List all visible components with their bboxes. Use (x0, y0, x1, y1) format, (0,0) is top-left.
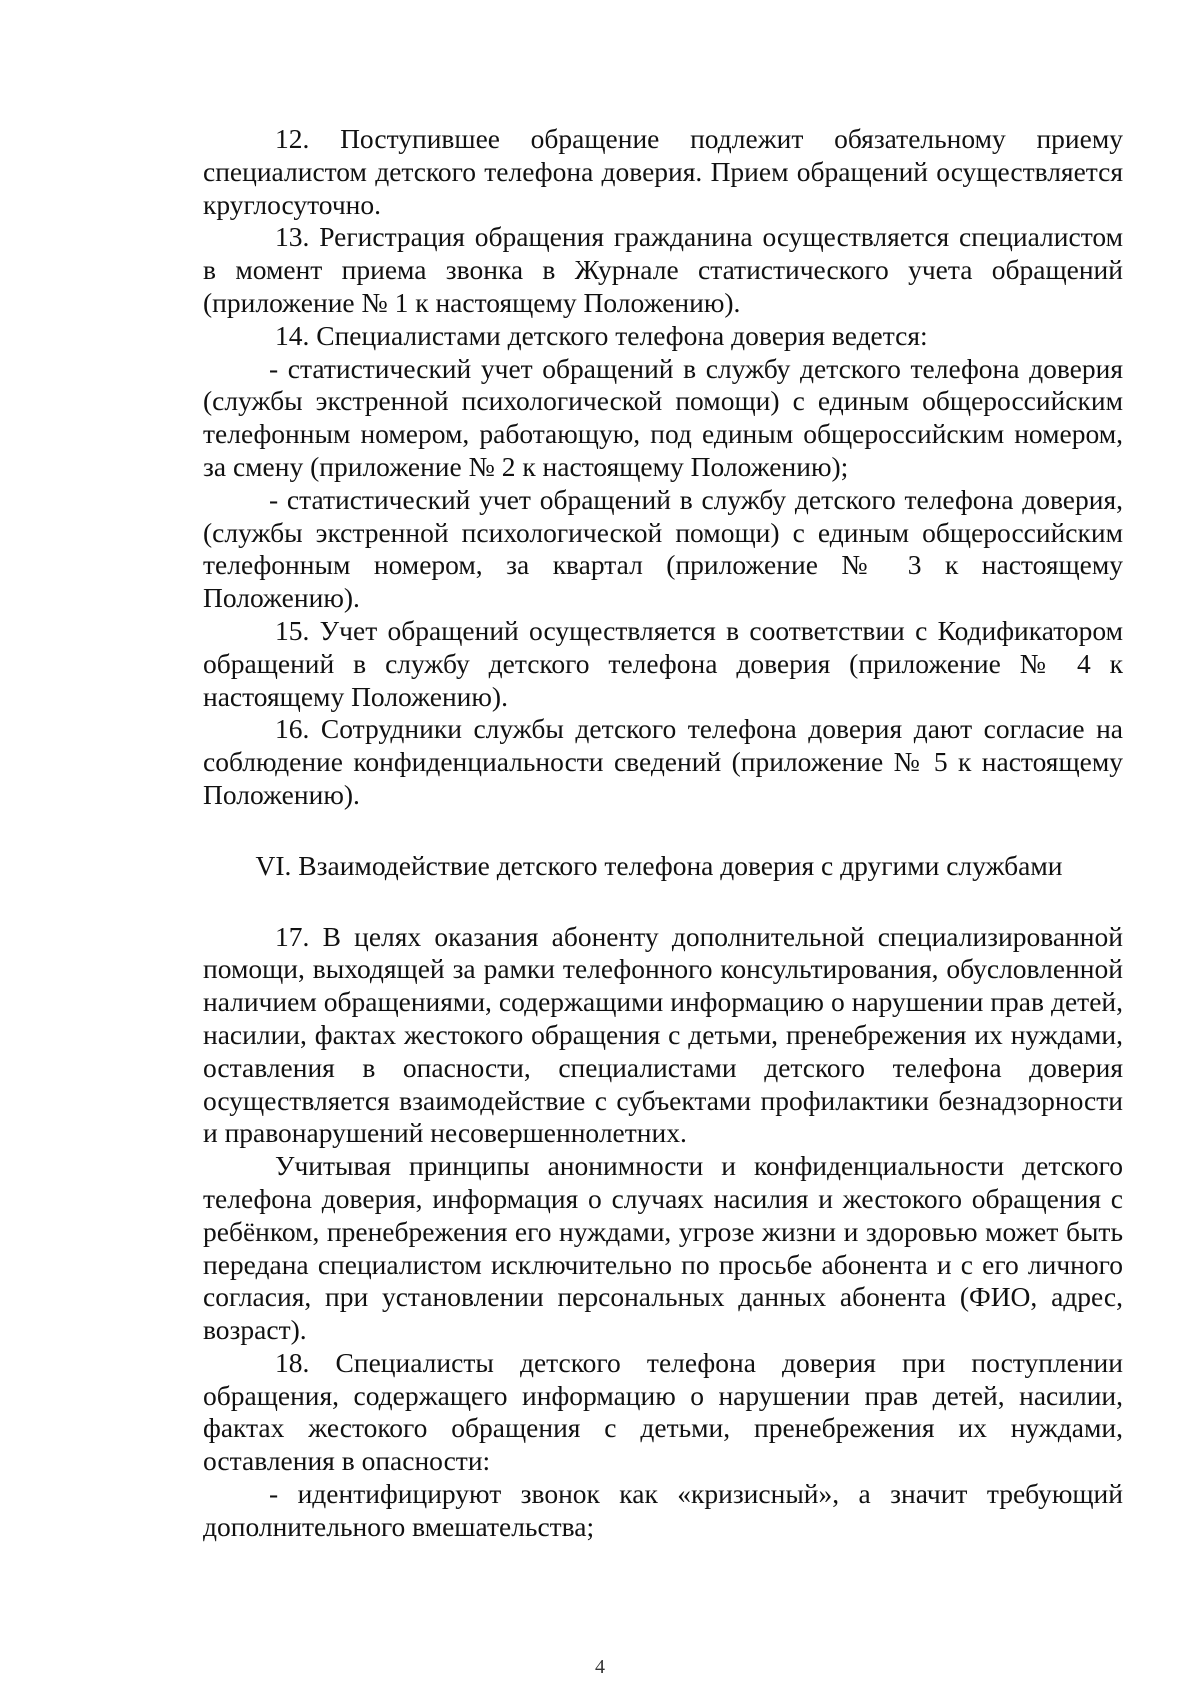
paragraph-15: 15. Учет обращений осуществляется в соответствии с Кодификатором обращений в службу детского телефона доверия (приложение № 4 к настоящему Положению). (203, 614, 1123, 712)
paragraph-14: 14. Специалистами детского телефона доверия ведется: (275, 319, 928, 351)
paragraph-16: 16. Сотрудники службы детского телефона доверия дают согласие на соблюдение конфиденциальности сведений (приложение № 5 к настоящему Положению). (203, 713, 1123, 810)
list-item-shift-accounting: - статистический учет обращений в службу детского телефона доверия (службы экстренной психологической помощи) с единым общероссийским телефонным номером, работающую, под единым общероссийским номером, за смену (приложение № 2 к настоящему Положению); (203, 352, 1123, 482)
paragraph-anonymity: Учитывая принципы анонимности и конфиденциальности детского телефона доверия, информация о случаях насилия и жестокого обращения с ребёнком, пренебрежения его нуждами, угрозе жизни и здоровью может быть передана специалистом исключительно по просьбе абонента и с его личного согласия, при установлении персональных данных абонента (ФИО, адрес, возраст). (203, 1150, 1123, 1346)
list-item-quarter-accounting: - статистический учет обращений в службу детского телефона доверия, (службы экстренной психологической помощи) с единым общероссийским телефонным номером, за квартал (приложение № 3 к настоящему Положению). (203, 483, 1123, 614)
paragraph-12: 12. Поступившее обращение подлежит обязательному приему специалистом детского телефона доверия. Прием обращений осуществляется круглосуточно. (203, 123, 1123, 220)
paragraph-17: 17. В целях оказания абоненту дополнительной специализированной помощи, выходящей за рамки телефонного консультирования, обусловленной наличием обращениями, содержащими информацию о нарушении прав детей, насилии, фактах жестокого обращения с детьми, пренебрежения их нуждами, оставления в опасности, специалистами детского телефона доверия осуществляется взаимодействие с субъектами профилактики безнадзорности и правонарушений несовершеннолетних. (203, 920, 1123, 1149)
document-body (203, 123, 1123, 1544)
section-heading: VI. Взаимодействие детского телефона доверия с другими службами (255, 849, 1063, 881)
list-item-crisis-call: - идентифицируют звонок как «кризисный», а значит требующий дополнительного вмешательства; (203, 1478, 1123, 1542)
page-number: 4 (595, 1656, 605, 1678)
paragraph-13: 13. Регистрация обращения гражданина осуществляется специалистом в момент приема звонка в Журнале статистического учета обращений (приложение № 1 к настоящему Положению). (203, 221, 1123, 318)
paragraph-18: 18. Специалисты детского телефона доверия при поступлении обращения, содержащего информацию о нарушении прав детей, насилии, фактах жестокого обращения с детьми, пренебрежения их нуждами, оставления в опасности: (203, 1346, 1123, 1477)
